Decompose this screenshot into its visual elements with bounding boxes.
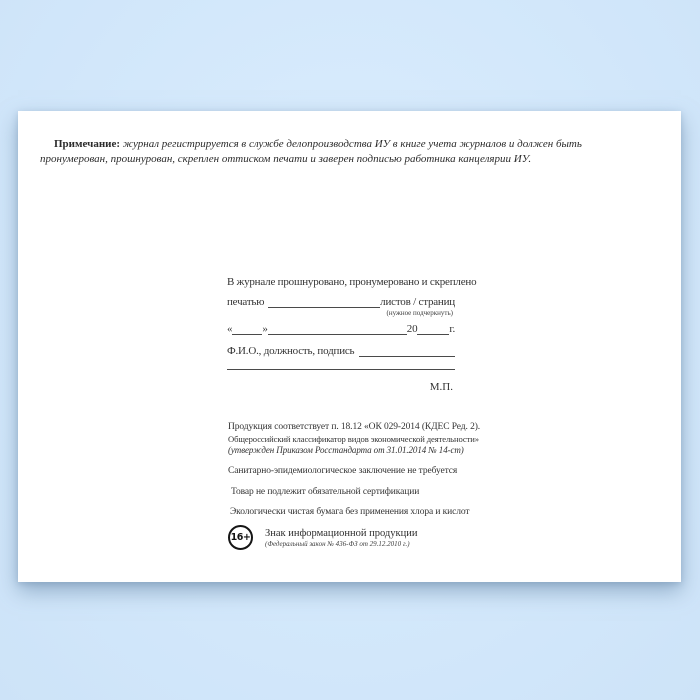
product-standard-line-3: (утвержден Приказом Росстандарта от 31.01.2014 № 14-ст) xyxy=(228,445,464,455)
blank-field-signature-2 xyxy=(227,358,455,370)
binding-block xyxy=(227,274,477,404)
info-sign-title: Знак информационной продукции xyxy=(265,527,418,539)
blank-field-month xyxy=(268,324,407,335)
sanitary-statement: Санитарно-эпидемиологическое заключение не требуется xyxy=(228,466,458,476)
seal-place-abbr: М.П. xyxy=(429,381,453,393)
product-info-block xyxy=(228,422,484,572)
year-suffix: г. xyxy=(449,323,455,335)
certification-statement: Товар не подлежит обязательной сертификации xyxy=(231,487,420,497)
age-rating-row xyxy=(228,525,417,550)
age-rating-badge: 16+ xyxy=(228,525,253,550)
note-label: Примечание: xyxy=(54,138,121,150)
year-prefix: 20 xyxy=(406,323,418,335)
blank-field-day xyxy=(232,324,262,335)
underline-hint: (нужное подчеркнуть) xyxy=(386,309,453,317)
journal-back-page xyxy=(18,111,681,582)
sealed-label: печатью xyxy=(227,296,265,308)
registration-note xyxy=(40,137,640,166)
quote-close: » xyxy=(262,323,268,335)
sheets-label: листов / страниц xyxy=(380,296,455,308)
blank-field-signature xyxy=(359,346,455,357)
blank-field-sheets xyxy=(268,297,380,308)
note-text: журнал регистрируется в службе делопроизводства ИУ в книге учета журналов и должен быть пронумерован, прошнурован, скреплен оттиском печати и заверен подписью работника канцелярии ИУ. xyxy=(40,138,582,165)
binding-line-1: В журнале прошнуровано, пронумеровано и скреплено xyxy=(227,276,477,288)
product-standard-line-1: Продукция соответствует п. 18.12 «ОК 029-2014 (КДЕС Ред. 2). xyxy=(228,422,481,432)
binding-line-sealed xyxy=(227,296,455,308)
info-sign-text xyxy=(265,528,417,548)
info-sign-law: (Федеральный закон № 436-ФЗ от 29.12.2010 г.) xyxy=(265,539,410,548)
binding-line-date xyxy=(227,323,455,335)
signature-label: Ф.И.О., должность, подпись xyxy=(227,345,355,357)
eco-paper-statement: Экологически чистая бумага без применения хлора и кислот xyxy=(230,507,470,517)
binding-line-signature xyxy=(227,345,455,357)
blank-field-year xyxy=(417,324,449,335)
product-standard-line-2: Общероссийский классификатор видов экономической деятельности» xyxy=(228,434,479,444)
quote-open: « xyxy=(227,323,233,335)
